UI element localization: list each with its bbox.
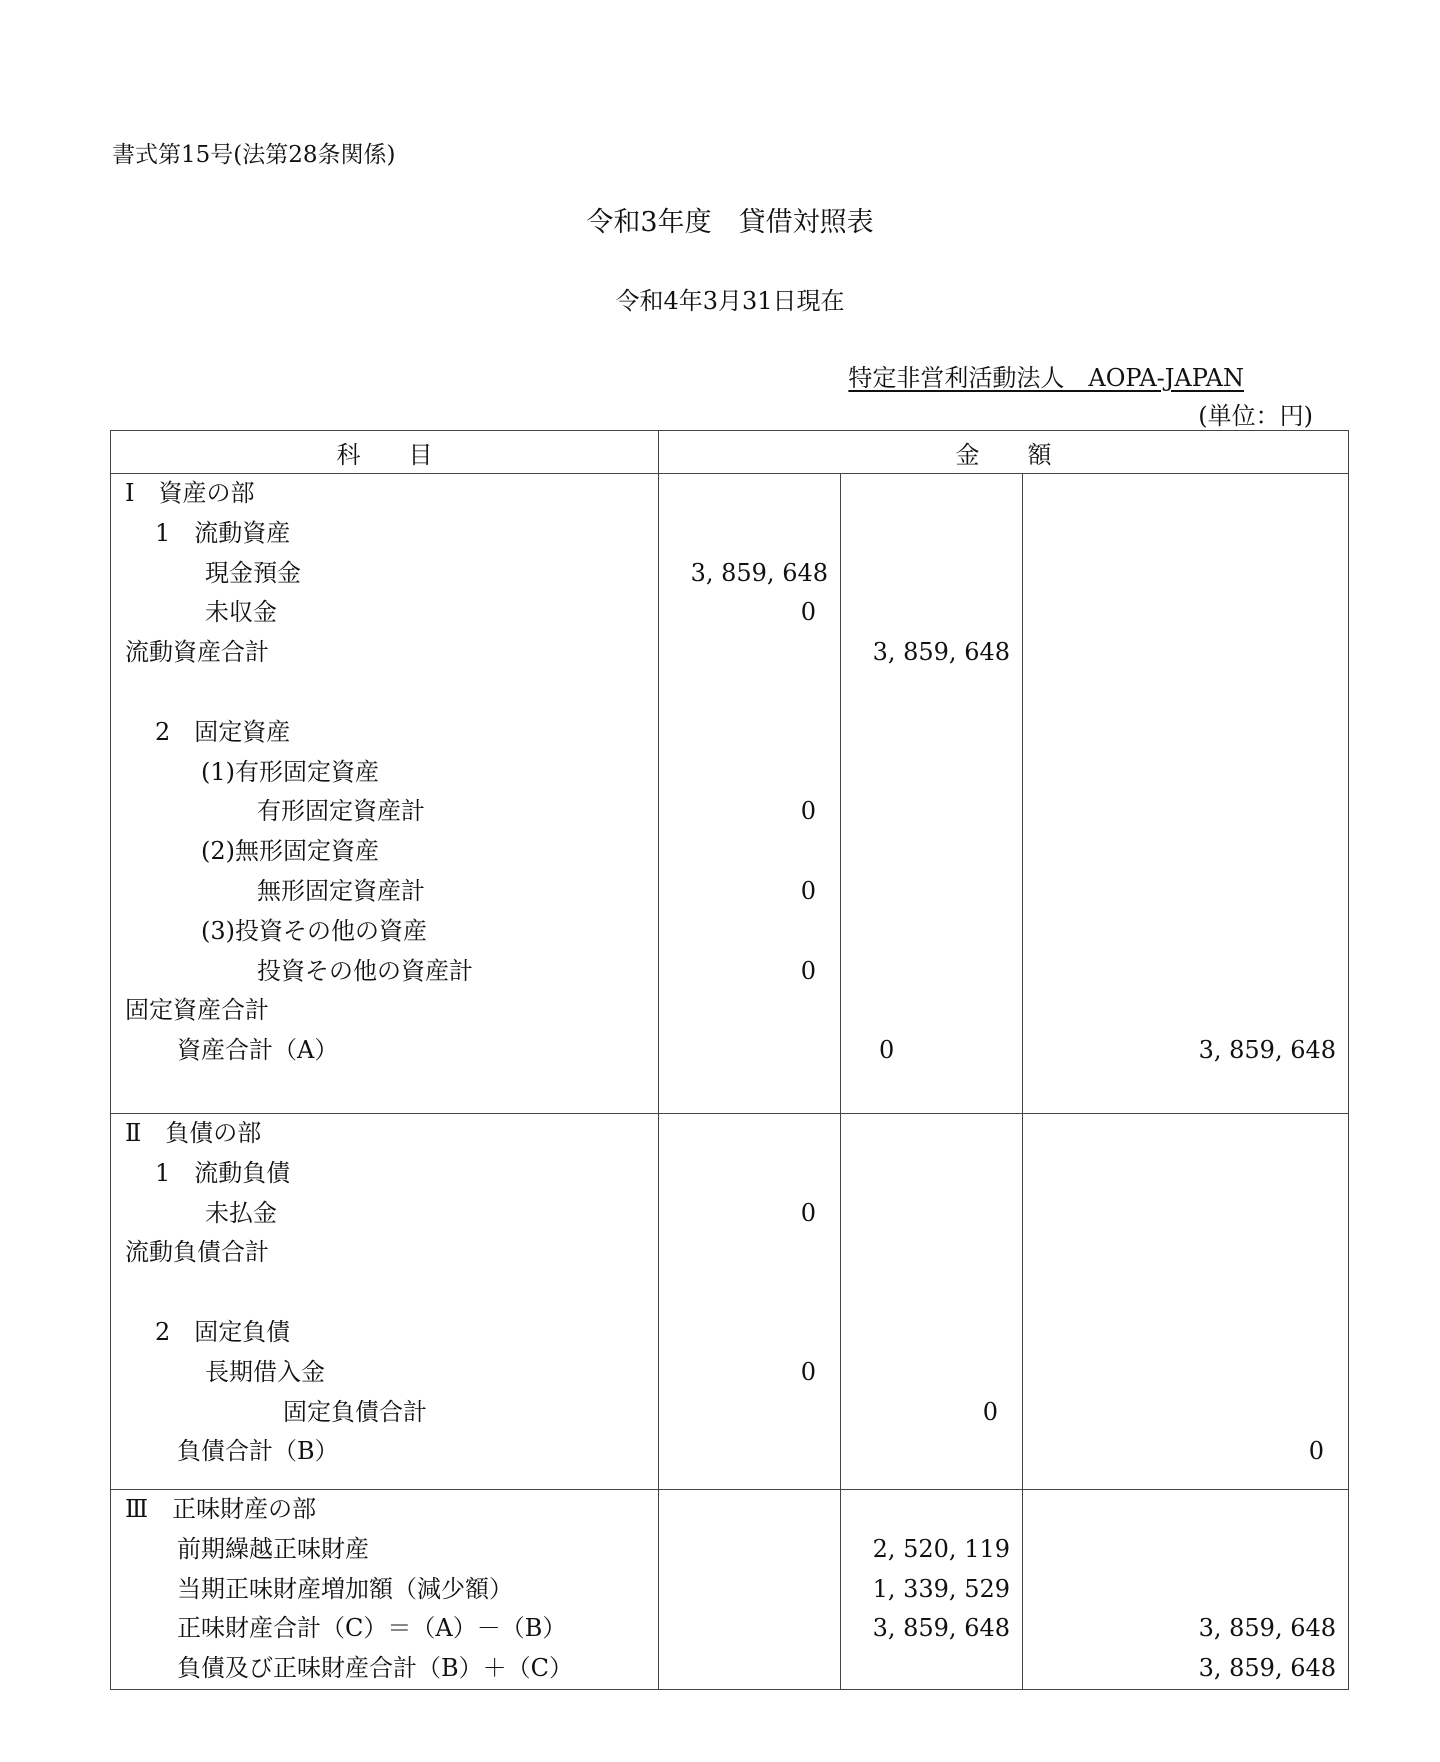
current-liabilities-total-label: 流動負債合計 bbox=[125, 1238, 269, 1267]
liabilities-labels bbox=[111, 1114, 659, 1490]
prev-net-assets-value: 2, 520, 119 bbox=[872, 1534, 1010, 1563]
intangible-total-label: 無形固定資産計 bbox=[257, 876, 425, 905]
assets-col-1 bbox=[659, 474, 841, 1114]
liabilities-col-2 bbox=[841, 1114, 1023, 1490]
liabilities-total-value: 0 bbox=[1308, 1437, 1325, 1466]
net-assets-change-label: 当期正味財産増加額（減少額） bbox=[177, 1574, 513, 1603]
invest-total-label: 投資その他の資産計 bbox=[257, 956, 473, 985]
net-assets-heading: Ⅲ 正味財産の部 bbox=[125, 1495, 317, 1523]
grand-total-label: 負債及び正味財産合計（B）＋（C） bbox=[177, 1654, 573, 1683]
asset-total-label: 資産合計（A） bbox=[177, 1036, 339, 1065]
intangible-total-value: 0 bbox=[800, 876, 816, 905]
fixed-assets-total-value: 0 bbox=[879, 1036, 895, 1065]
fixed-assets-heading: 2 固定資産 bbox=[155, 717, 291, 746]
document-title: 令和3年度 貸借対照表 bbox=[586, 207, 874, 238]
prev-net-assets-label: 前期繰越正味財産 bbox=[177, 1534, 369, 1563]
net-assets-total-value-3: 3, 859, 648 bbox=[1198, 1614, 1337, 1643]
net-assets-col-1 bbox=[659, 1490, 841, 1690]
current-assets-total-label: 流動資産合計 bbox=[125, 638, 269, 667]
grand-total-value: 3, 859, 648 bbox=[1198, 1654, 1337, 1683]
cash-value: 3, 859, 648 bbox=[690, 558, 828, 587]
unit-label: (単位：円) bbox=[1198, 402, 1313, 430]
fixed-liabilities-total-value: 0 bbox=[982, 1397, 998, 1426]
current-assets-total-value: 3, 859, 648 bbox=[872, 638, 1010, 667]
liabilities-col-3 bbox=[1023, 1114, 1349, 1490]
current-liabilities-heading: 1 流動負債 bbox=[155, 1158, 291, 1187]
assets-col-2 bbox=[841, 474, 1023, 1114]
longterm-loan-label: 長期借入金 bbox=[205, 1357, 325, 1386]
assets-col-3 bbox=[1023, 474, 1349, 1114]
liabilities-heading: Ⅱ 負債の部 bbox=[125, 1119, 262, 1147]
organization-name: 特定非営利活動法人 AOPA-JAPAN bbox=[848, 364, 1244, 392]
assets-labels bbox=[111, 474, 659, 1114]
receivable-value: 0 bbox=[800, 598, 816, 627]
net-assets-col-3 bbox=[1023, 1490, 1349, 1690]
payable-value: 0 bbox=[800, 1198, 816, 1227]
net-assets-change-value: 1, 339, 529 bbox=[872, 1574, 1010, 1603]
tangible-heading: (1)有形固定資産 bbox=[201, 757, 379, 786]
longterm-loan-value: 0 bbox=[800, 1357, 816, 1386]
table-header-row bbox=[111, 431, 1349, 474]
section-assets bbox=[111, 474, 1349, 1114]
net-assets-col-2 bbox=[841, 1490, 1023, 1690]
receivable-label: 未収金 bbox=[205, 598, 277, 627]
payable-label: 未払金 bbox=[205, 1198, 277, 1227]
cash-label: 現金預金 bbox=[205, 558, 301, 587]
fixed-liabilities-total-label: 固定負債合計 bbox=[283, 1397, 427, 1426]
tangible-total-value: 0 bbox=[800, 797, 816, 826]
section-liabilities bbox=[111, 1114, 1349, 1490]
fixed-liabilities-heading: 2 固定負債 bbox=[155, 1317, 291, 1346]
net-assets-total-value-2: 3, 859, 648 bbox=[872, 1614, 1010, 1643]
blank-line bbox=[111, 1273, 658, 1313]
net-assets-total-label: 正味財産合計（C）＝（A）－（B） bbox=[177, 1614, 567, 1643]
intangible-heading: (2)無形固定資産 bbox=[201, 837, 379, 866]
assets-heading: Ⅰ 資産の部 bbox=[125, 479, 255, 507]
current-assets-heading: 1 流動資産 bbox=[155, 518, 291, 547]
net-assets-labels bbox=[111, 1490, 659, 1690]
header-amount: 金 額 bbox=[659, 431, 1349, 474]
form-number: 書式第15号(法第28条関係) bbox=[112, 142, 396, 168]
tangible-total-label: 有形固定資産計 bbox=[257, 797, 425, 826]
liabilities-col-1 bbox=[659, 1114, 841, 1490]
invest-heading: (3)投資その他の資産 bbox=[201, 916, 427, 945]
fixed-assets-total-label: 固定資産合計 bbox=[125, 996, 269, 1025]
liabilities-total-label: 負債合計（B） bbox=[177, 1437, 339, 1466]
as-of-date: 令和4年3月31日現在 bbox=[615, 287, 845, 315]
header-item: 科 目 bbox=[111, 431, 659, 474]
asset-total-value: 3, 859, 648 bbox=[1198, 1036, 1337, 1065]
blank-line bbox=[111, 673, 658, 713]
balance-sheet-table bbox=[110, 430, 1349, 1690]
invest-total-value: 0 bbox=[800, 956, 816, 985]
section-net-assets bbox=[111, 1490, 1349, 1690]
